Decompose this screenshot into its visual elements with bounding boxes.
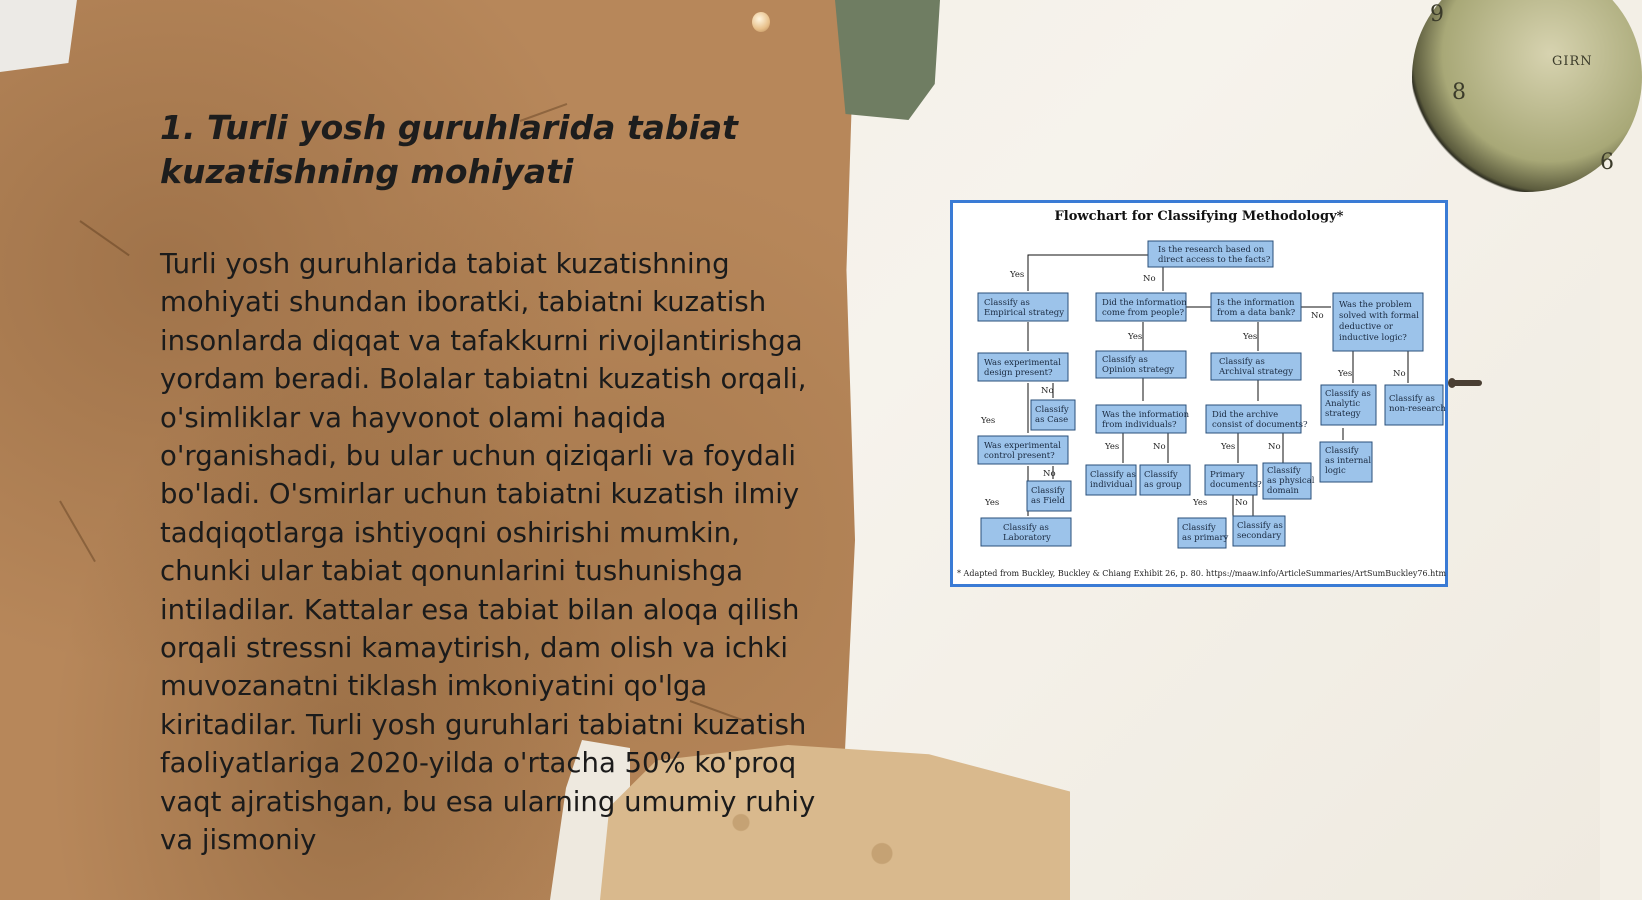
svg-text:Empirical strategy: Empirical strategy <box>984 308 1065 318</box>
node-expdesign <box>978 353 1068 381</box>
edge-label-no: No <box>1235 498 1248 508</box>
svg-text:Is the research based on: Is the research based on <box>1158 245 1265 255</box>
edge-label-no: No <box>1041 386 1054 396</box>
svg-text:individual: individual <box>1090 480 1133 490</box>
node-case <box>1031 400 1075 430</box>
svg-text:Did the information: Did the information <box>1102 298 1187 308</box>
svg-text:Classify as: Classify as <box>1102 355 1148 365</box>
svg-text:as primary: as primary <box>1182 533 1229 543</box>
svg-text:Classify: Classify <box>1267 466 1301 476</box>
node-opinion <box>1096 351 1186 378</box>
svg-text:logic: logic <box>1325 466 1346 476</box>
node-archive <box>1206 405 1308 433</box>
clock-number: 8 <box>1452 80 1466 105</box>
node-individuals <box>1096 405 1190 433</box>
node-logic <box>1333 293 1423 351</box>
flowchart-figure <box>950 200 1448 587</box>
svg-text:Is the information: Is the information <box>1217 298 1295 308</box>
flowchart-title: Flowchart for Classifying Methodology* <box>1054 209 1344 224</box>
svg-text:Was experimental: Was experimental <box>984 358 1061 368</box>
svg-text:Classify as: Classify as <box>1389 394 1435 404</box>
svg-text:Opinion strategy: Opinion strategy <box>1102 365 1175 375</box>
node-primary-docs <box>1205 465 1262 495</box>
svg-text:deductive or: deductive or <box>1339 322 1393 332</box>
svg-text:from individuals?: from individuals? <box>1102 420 1177 430</box>
svg-text:secondary: secondary <box>1237 531 1282 541</box>
svg-text:control present?: control present? <box>984 451 1055 461</box>
node-archival <box>1211 353 1301 380</box>
node-physical <box>1263 463 1315 499</box>
edge-label-yes: Yes <box>981 416 996 426</box>
svg-text:Was experimental: Was experimental <box>984 441 1061 451</box>
node-primary <box>1178 518 1229 548</box>
pushpin-icon <box>752 12 770 32</box>
edge-label-yes: Yes <box>1128 332 1143 342</box>
node-start <box>1148 241 1273 267</box>
svg-text:strategy: strategy <box>1325 409 1361 419</box>
clock-number: 6 <box>1600 150 1614 175</box>
svg-text:documents?: documents? <box>1210 480 1262 490</box>
clock-number: 9 <box>1430 2 1444 27</box>
slide-title: 1. Turli yosh guruhlarida tabiat kuzatishning mohiyati <box>160 108 738 191</box>
node-analytic <box>1321 385 1376 425</box>
node-expcontrol <box>978 436 1068 464</box>
svg-text:as Field: as Field <box>1031 496 1065 506</box>
svg-text:Classify as: Classify as <box>1237 521 1283 531</box>
edge-label-yes: Yes <box>1010 270 1025 280</box>
svg-text:as internal: as internal <box>1325 456 1372 466</box>
svg-text:Primary: Primary <box>1210 470 1245 480</box>
flowchart-caption: * Adapted from Buckley, Buckley & Chiang Exhibit 26, p. 80. https://maaw.info/ArticleSummaries/ArtSumBuckley76.htm <box>957 569 1447 578</box>
edge-label-yes: Yes <box>1193 498 1208 508</box>
svg-text:Did the archive: Did the archive <box>1212 410 1279 420</box>
svg-text:Was the problem: Was the problem <box>1339 300 1412 310</box>
node-group <box>1140 465 1190 495</box>
svg-text:direct access to the facts?: direct access to the facts? <box>1158 255 1271 265</box>
svg-text:design present?: design present? <box>984 368 1053 378</box>
edge-label-no: No <box>1268 442 1281 452</box>
svg-text:Laboratory: Laboratory <box>1003 533 1051 543</box>
svg-text:come from people?: come from people? <box>1102 308 1185 318</box>
node-secondary <box>1233 516 1285 546</box>
edge-label-no: No <box>1143 274 1156 284</box>
edge-label-yes: Yes <box>985 498 1000 508</box>
svg-text:Classify as: Classify as <box>1003 523 1049 533</box>
svg-text:Classify as: Classify as <box>1219 357 1265 367</box>
svg-text:as Case: as Case <box>1035 415 1069 425</box>
edge-label-no: No <box>1153 442 1166 452</box>
edge-label-yes: Yes <box>1105 442 1120 452</box>
svg-text:Classify: Classify <box>1325 446 1359 456</box>
svg-text:Classify as: Classify as <box>1325 389 1371 399</box>
edge-label-yes: Yes <box>1221 442 1236 452</box>
edge-label-yes: Yes <box>1243 332 1258 342</box>
node-field <box>1027 481 1071 511</box>
flowchart-diagram <box>953 233 1445 563</box>
clock-label: GIRN <box>1552 54 1593 69</box>
svg-text:Archival strategy: Archival strategy <box>1219 367 1294 377</box>
edge-label-no: No <box>1311 311 1324 321</box>
svg-text:inductive logic?: inductive logic? <box>1339 333 1407 343</box>
node-databank <box>1211 293 1301 321</box>
node-people <box>1096 293 1187 321</box>
svg-text:Classify as: Classify as <box>984 298 1030 308</box>
node-nonresearch <box>1385 385 1446 425</box>
svg-text:Classify: Classify <box>1031 486 1065 496</box>
node-laboratory <box>981 518 1071 546</box>
svg-text:solved with formal: solved with formal <box>1339 311 1419 321</box>
edge-label-no: No <box>1043 469 1056 479</box>
svg-text:non-research: non-research <box>1389 404 1446 414</box>
svg-text:Classify: Classify <box>1182 523 1216 533</box>
slide-body-text: Turli yosh guruhlarida tabiat kuzatishning mohiyati shundan iboratki, tabiatni kuzatish insonlarda diqqat va tafakkurni rivojlantirishga yordam beradi. Bolalar tabiatni kuzatish orqali, o'simliklar va hayvonot olami haqida o'rganishadi, bu ular uchun qiziqarli va foydali bo'ladi. O'smirlar uchun tabiatni kuzatish ilmiy tadqiqotlarga ishtiyoqni oshirishi mumkin, chunki ular tabiat qonunlarini tushunishga intiladilar. Kattalar esa tabiat bilan aloqa qilish orqali stressni kamaytirish, dam olish va ichki muvozanatni tiklash imkoniyatini qo'lga kiritadilar. Turli yosh guruhlari tabiatni kuzatish faoliyatlariga 2020-yilda o'rtacha 50% ko'proq vaqt ajratishgan, bu esa ularning umumiy ruhiy va jismoniy <box>160 248 816 857</box>
node-empirical <box>978 293 1068 321</box>
edge-label-no: No <box>1393 369 1406 379</box>
svg-text:as group: as group <box>1144 480 1182 490</box>
svg-text:Analytic: Analytic <box>1325 399 1361 409</box>
svg-text:Was the information: Was the information <box>1102 410 1190 420</box>
svg-text:from a data bank?: from a data bank? <box>1217 308 1296 318</box>
node-individual <box>1086 465 1136 495</box>
svg-text:Classify: Classify <box>1035 405 1069 415</box>
ink-mark <box>1452 380 1482 386</box>
svg-text:as physical: as physical <box>1267 476 1315 486</box>
edge-label-yes: Yes <box>1338 369 1353 379</box>
svg-text:Classify: Classify <box>1144 470 1178 480</box>
svg-text:Classify as: Classify as <box>1090 470 1136 480</box>
node-internal <box>1320 442 1372 482</box>
svg-text:consist of documents?: consist of documents? <box>1212 420 1308 430</box>
svg-text:domain: domain <box>1267 486 1299 496</box>
